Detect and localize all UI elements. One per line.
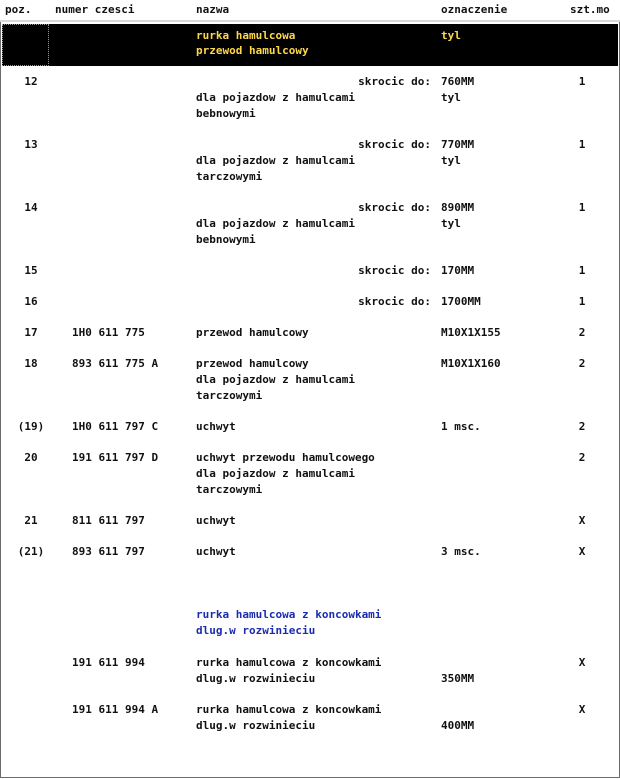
column-header <box>0 0 620 21</box>
header-divider <box>0 20 620 22</box>
row-numer: 1H0 611 775 <box>72 326 145 339</box>
row-szt: 1 <box>578 138 586 151</box>
row-poz: (21) <box>17 545 45 558</box>
row-szt: X <box>578 514 586 527</box>
row-szt: X <box>578 545 586 558</box>
row-nazwa-line3: bebnowymi <box>196 107 256 120</box>
col-header-poz[interactable]: poz. <box>5 3 32 16</box>
row-numer: 893 611 775 A <box>72 357 159 370</box>
col-header-numer[interactable]: numer czesci <box>55 3 135 16</box>
row-oznaczenie: 1 msc. <box>441 420 481 433</box>
row-skrocic: skrocic do: <box>358 138 431 151</box>
row-oznaczenie: 770MM <box>441 138 475 151</box>
row-nazwa-line2: dla pojazdow z hamulcami <box>196 154 355 167</box>
row-nazwa-line2: dla pojazdow z hamulcami <box>196 467 355 480</box>
row-oznaczenie-line2: tyl <box>441 91 461 104</box>
row-nazwa: rurka hamulcowa z koncowkami <box>196 656 382 669</box>
row-poz: (19) <box>17 420 45 433</box>
row-szt: 2 <box>578 420 586 433</box>
row-oznaczenie: 890MM <box>441 201 475 214</box>
row-nazwa: przewod hamulcowy <box>196 357 309 370</box>
group-heading-line1: rurka hamulcowa z koncowkami <box>196 608 382 621</box>
row-szt: 1 <box>578 201 586 214</box>
row-nazwa-line2: dlug.w rozwinieciu <box>196 719 316 732</box>
row-oznaczenie: 3 msc. <box>441 545 481 558</box>
row-skrocic: skrocic do: <box>358 201 431 214</box>
row-numer: 811 611 797 <box>72 514 145 527</box>
row-nazwa: uchwyt <box>196 545 236 558</box>
row-szt: 2 <box>578 357 586 370</box>
row-nazwa: uchwyt przewodu hamulcowego <box>196 451 375 464</box>
row-szt: 2 <box>578 326 586 339</box>
row-numer: 1H0 611 797 C <box>72 420 159 433</box>
row-oznaczenie-line2: tyl <box>441 217 461 230</box>
row-szt: 2 <box>578 451 586 464</box>
row-szt: X <box>578 703 586 716</box>
selected-nazwa-line2: przewod hamulcowy <box>196 44 309 57</box>
row-nazwa-line3: tarczowymi <box>196 170 263 183</box>
col-header-nazwa[interactable]: nazwa <box>196 3 230 16</box>
row-nazwa-line2: dla pojazdow z hamulcami <box>196 373 355 386</box>
row-poz: 14 <box>24 201 38 214</box>
selected-oznaczenie: tyl <box>441 29 461 42</box>
row-oznaczenie: 1700MM <box>441 295 481 308</box>
row-nazwa-line3: bebnowymi <box>196 233 256 246</box>
row-szt: 1 <box>578 295 586 308</box>
row-poz: 21 <box>24 514 38 527</box>
row-nazwa: uchwyt <box>196 514 236 527</box>
row-poz: 12 <box>24 75 38 88</box>
row-szt: X <box>578 656 586 669</box>
row-numer: 893 611 797 <box>72 545 145 558</box>
row-oznaczenie: 170MM <box>441 264 475 277</box>
row-oznaczenie: 760MM <box>441 75 475 88</box>
col-header-szt[interactable]: szt.mo <box>570 3 610 16</box>
row-poz: 17 <box>24 326 38 339</box>
row-skrocic: skrocic do: <box>358 264 431 277</box>
row-oznaczenie: M10X1X155 <box>441 326 501 339</box>
row-poz: 15 <box>24 264 38 277</box>
row-oznaczenie-line2: 350MM <box>441 672 475 685</box>
row-skrocic: skrocic do: <box>358 295 431 308</box>
selected-row-focus-box <box>2 24 49 66</box>
row-numer: 191 611 797 D <box>72 451 159 464</box>
row-oznaczenie: M10X1X160 <box>441 357 501 370</box>
row-nazwa-line2: dla pojazdow z hamulcami <box>196 217 355 230</box>
row-nazwa-line3: tarczowymi <box>196 389 263 402</box>
row-szt: 1 <box>578 264 586 277</box>
row-nazwa: rurka hamulcowa z koncowkami <box>196 703 382 716</box>
row-oznaczenie-line2: tyl <box>441 154 461 167</box>
col-header-oznaczenie[interactable]: oznaczenie <box>441 3 508 16</box>
row-poz: 18 <box>24 357 38 370</box>
selected-nazwa-line1: rurka hamulcowa <box>196 29 296 42</box>
row-nazwa-line2: dla pojazdow z hamulcami <box>196 91 355 104</box>
row-poz: 16 <box>24 295 38 308</box>
row-szt: 1 <box>578 75 586 88</box>
row-poz: 20 <box>24 451 38 464</box>
row-numer: 191 611 994 A <box>72 703 159 716</box>
row-oznaczenie-line2: 400MM <box>441 719 475 732</box>
row-nazwa-line2: dlug.w rozwinieciu <box>196 672 316 685</box>
row-nazwa: uchwyt <box>196 420 236 433</box>
row-numer: 191 611 994 <box>72 656 145 669</box>
group-heading-line2: dlug.w rozwinieciu <box>196 624 316 637</box>
row-skrocic: skrocic do: <box>358 75 431 88</box>
row-nazwa-line3: tarczowymi <box>196 483 263 496</box>
row-nazwa: przewod hamulcowy <box>196 326 309 339</box>
selected-row[interactable] <box>2 24 618 66</box>
row-poz: 13 <box>24 138 38 151</box>
